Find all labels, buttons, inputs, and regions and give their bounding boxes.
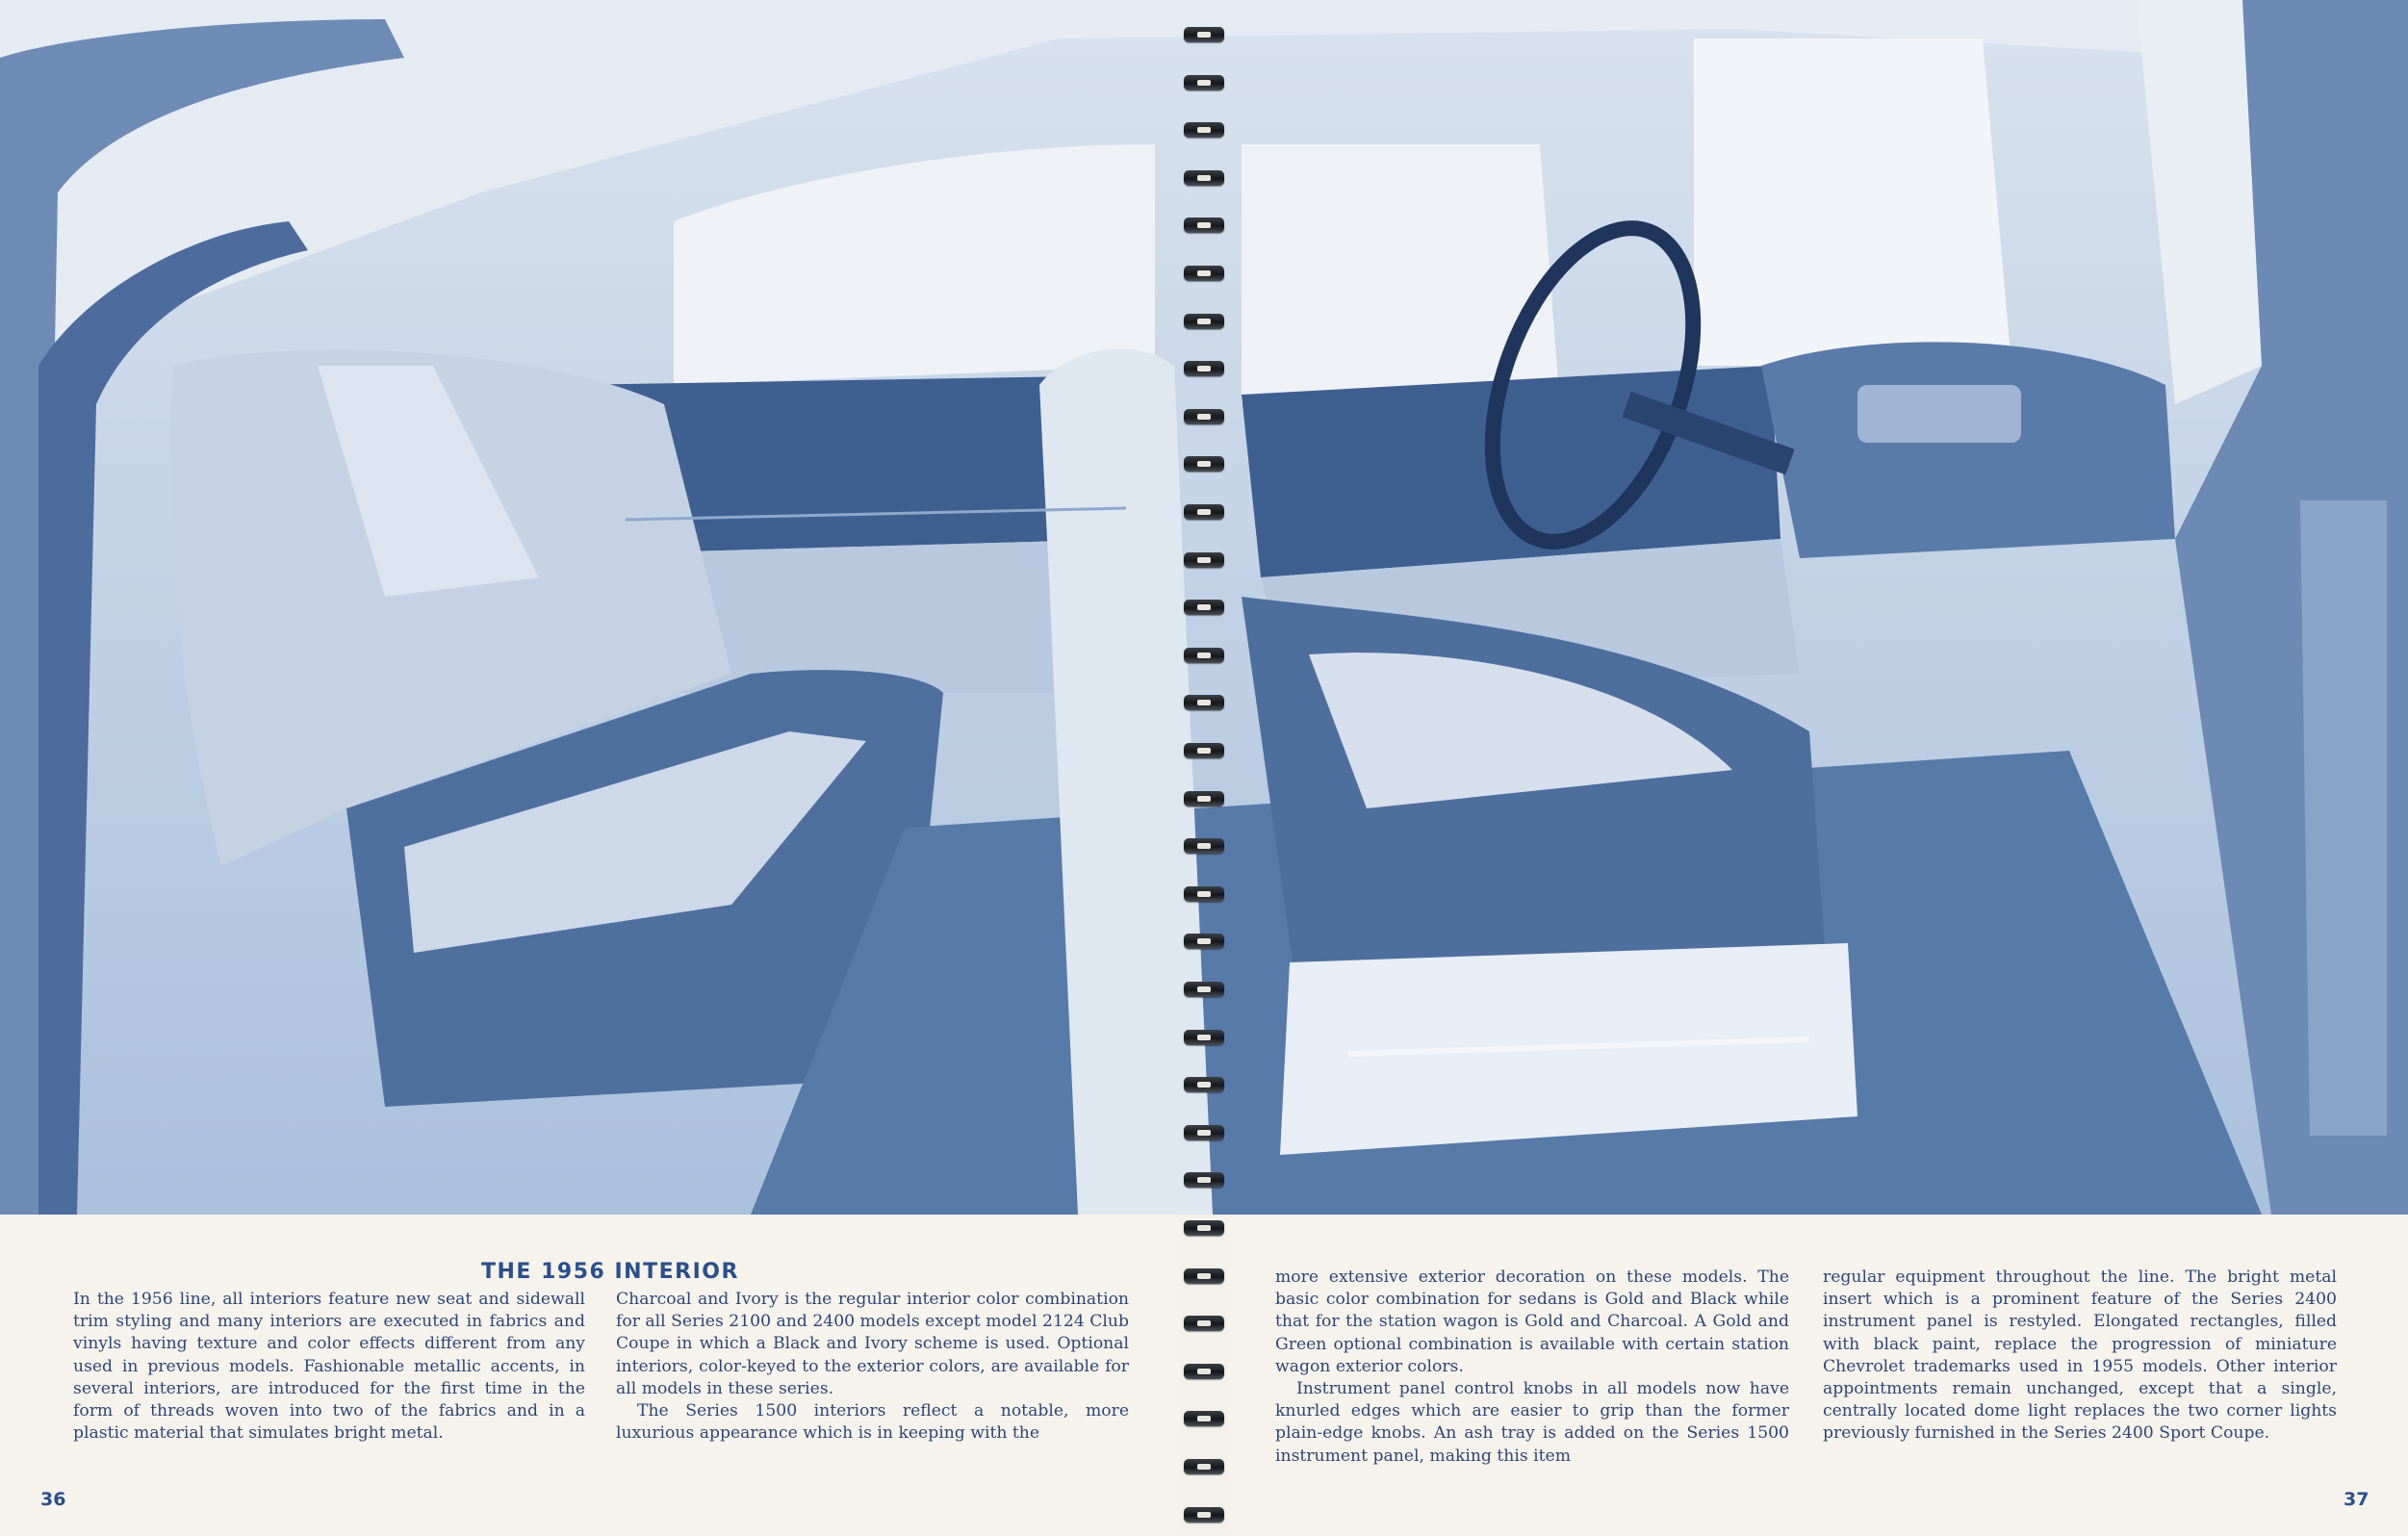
binding-ring: [1184, 122, 1224, 138]
section-heading: THE 1956 INTERIOR: [481, 1260, 739, 1284]
binding-ring: [1184, 1172, 1224, 1188]
paragraph: Charcoal and Ivory is the regular interior color combination for all Series 2100 and 2400 models except model 2124 Club Coupe in which a Black and Ivory scheme is used. Optional interiors, color-keyed to the exterior colors, are available for all models in these series.: [616, 1290, 1129, 1398]
binding-ring: [1184, 504, 1224, 520]
binding-ring: [1184, 27, 1224, 42]
text-column-4: [1823, 1267, 2337, 1446]
text-column-2: [616, 1289, 1129, 1445]
binding-ring: [1184, 1030, 1224, 1045]
binding-ring: [1184, 170, 1224, 186]
binding-ring: [1184, 218, 1224, 233]
binding-ring: [1184, 1316, 1224, 1331]
binding-ring: [1184, 1459, 1224, 1474]
page-number-left: 36: [40, 1489, 66, 1510]
text-column-1: [73, 1289, 585, 1445]
binding-ring: [1184, 314, 1224, 329]
binding-ring: [1184, 456, 1224, 472]
binding-ring: [1184, 1125, 1224, 1140]
binding-ring: [1184, 1364, 1224, 1379]
binding-ring: [1184, 886, 1224, 902]
binding-ring: [1184, 1268, 1224, 1284]
binding-ring: [1184, 743, 1224, 758]
binding-ring: [1184, 1411, 1224, 1426]
spiral-binding: [1176, 0, 1232, 1536]
binding-ring: [1184, 552, 1224, 568]
binding-ring: [1184, 648, 1224, 663]
binding-ring: [1184, 695, 1224, 710]
binding-ring: [1184, 600, 1224, 615]
paragraph: Instrument panel control knobs in all models now have knurled edges which are easier to grip than the former plain-edge knobs. An ash tray is added on the Series 1500 instrument panel, making this item: [1275, 1379, 1789, 1466]
binding-ring: [1184, 838, 1224, 854]
paragraph: In the 1956 line, all interiors feature new seat and sidewall trim styling and many interiors are executed in fabrics and vinyls having texture and color effects different from any used in previous models. Fashionable metallic accents, in several interiors, are introduced for the first time in the form of threads woven into two of the fabrics and in a plastic material that simulates bright metal.: [73, 1290, 585, 1444]
binding-ring: [1184, 75, 1224, 90]
text-column-3: [1275, 1267, 1789, 1468]
binding-ring: [1184, 1077, 1224, 1092]
paragraph: regular equipment throughout the line. The bright metal insert which is a prominent feature of the Series 2400 instrument panel is restyled. Elongated rectangles, filled with black paint, replace the progression of miniature Chevrolet trademarks used in 1955 models. Other interior appointments remain unchanged, except that a single, centrally located dome light replaces the two corner lights previously furnished in the Series 2400 Sport Coupe.: [1823, 1267, 2337, 1444]
binding-ring: [1184, 409, 1224, 424]
paragraph: The Series 1500 interiors reflect a notable, more luxurious appearance which is in keeping with the: [616, 1401, 1129, 1444]
binding-ring: [1184, 982, 1224, 997]
binding-ring: [1184, 934, 1224, 949]
binding-ring: [1184, 361, 1224, 376]
binding-ring: [1184, 1507, 1224, 1523]
binding-ring: [1184, 266, 1224, 281]
paragraph: more extensive exterior decoration on these models. The basic color combination for sedans is Gold and Black while that for the station wagon is Gold and Charcoal. A Gold and Green optional combination is available with certain station wagon exterior colors.: [1275, 1267, 1789, 1376]
binding-ring: [1184, 791, 1224, 806]
binding-ring: [1184, 1220, 1224, 1236]
page-number-right: 37: [2344, 1489, 2370, 1510]
